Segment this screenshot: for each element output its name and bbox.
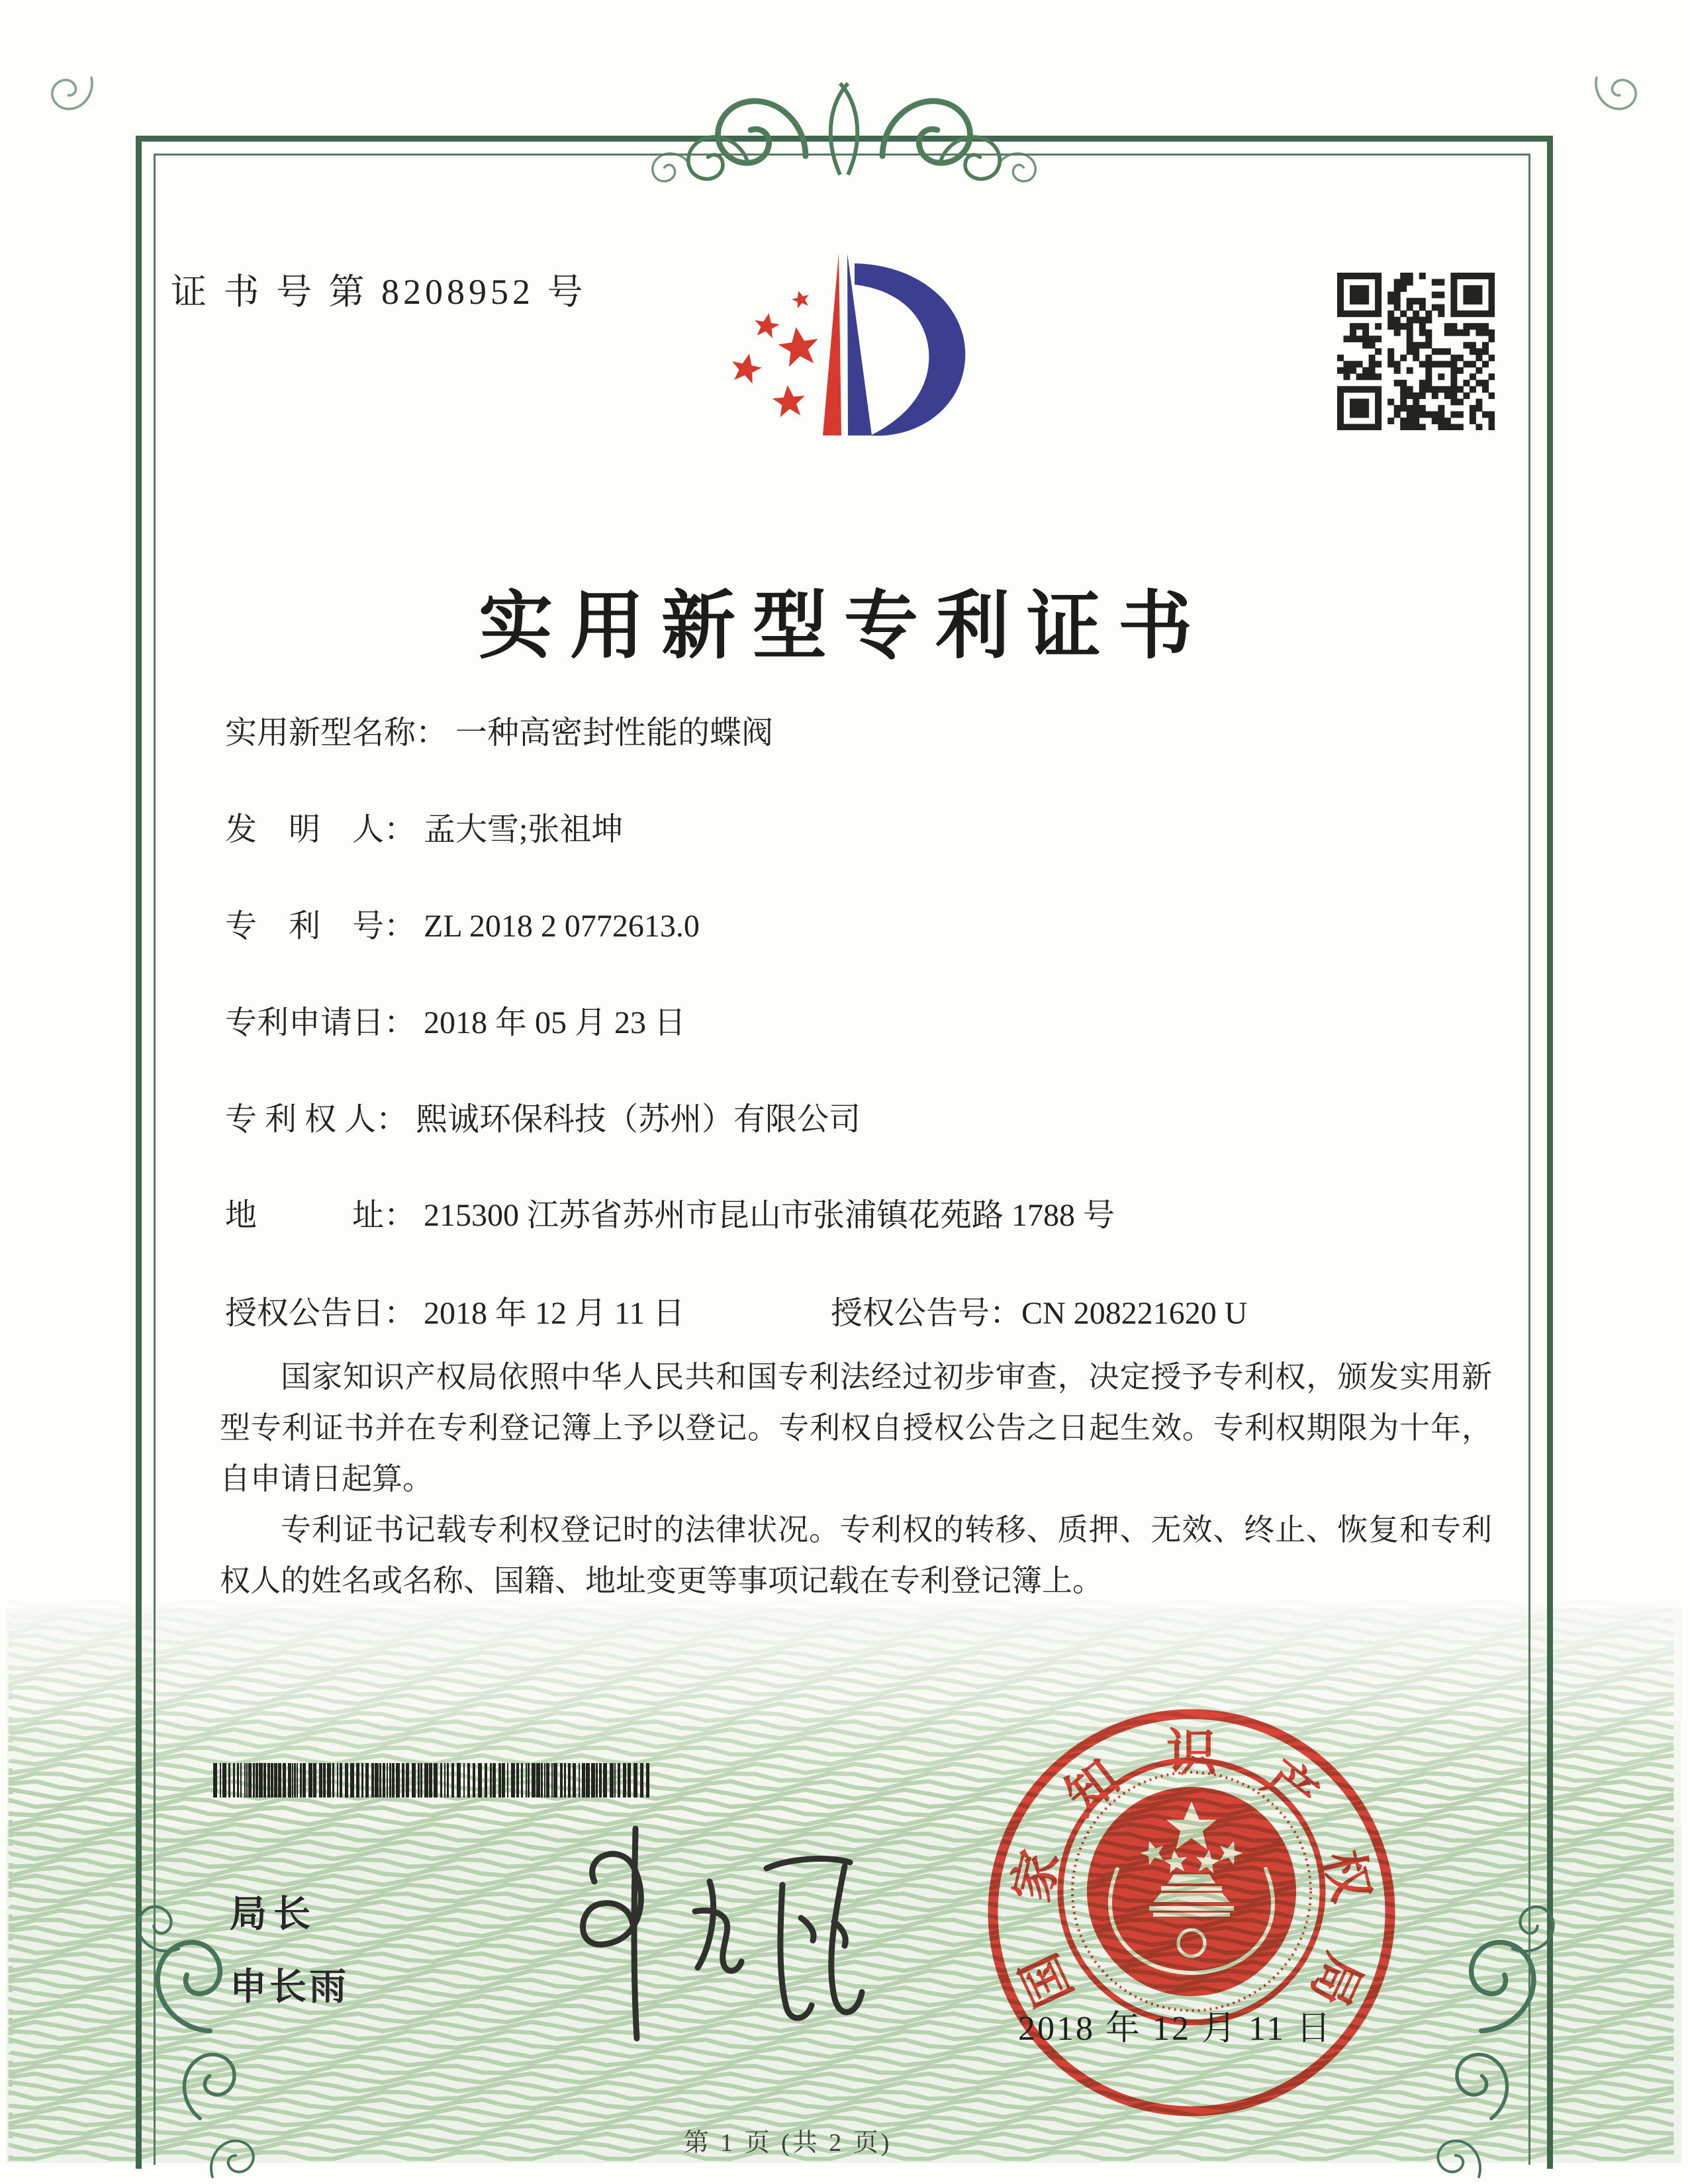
field-label: 实用新型名称： (225, 715, 448, 751)
seal-char: 局 (1299, 1945, 1372, 2015)
field-value: 孟大雪;张祖坤 (424, 812, 624, 847)
grant-number-label: 授权公告号： (831, 1296, 1022, 1331)
field-value: 熙诚环保科技（苏州）有限公司 (416, 1102, 861, 1137)
legal-text (220, 1351, 1492, 1606)
director-signature (556, 1819, 867, 2050)
national-emblem (1060, 1760, 1323, 2023)
legal-paragraph-1: 国家知识产权局依照中华人民共和国专利法经过初步审查，决定授予专利权，颁发实用新型专利证书并在专利登记簿上予以登记。专利权自授权公告之日起生效。专利权期限为十年，自申请日起算。 (220, 1360, 1492, 1496)
grant-number (831, 1287, 1247, 1333)
grant-date-value: 2018 年 12 月 11 日 (424, 1296, 685, 1331)
field-value: 2018 年 05 月 23 日 (424, 1005, 686, 1040)
top-center-dragon-ornament (647, 83, 1041, 185)
field-value: 215300 江苏省苏州市昆山市张浦镇花苑路 1788 号 (424, 1198, 1115, 1233)
seal-char: 家 (1004, 1845, 1070, 1907)
logo-red-wedge (823, 253, 841, 435)
field-address (225, 1189, 1523, 1235)
seal-char: 产 (1253, 1750, 1327, 1825)
field-label: 专 利 号： (225, 909, 416, 944)
field-inventor (225, 803, 1523, 849)
seal-char: 国 (1011, 1945, 1084, 2015)
field-label: 专 利 权 人： (225, 1102, 408, 1137)
field-filing-date (225, 997, 1523, 1042)
certificate-title: 实用新型专利证书 (479, 586, 1209, 668)
seal-char: 识 (1166, 1725, 1217, 1782)
grant-date-label: 授权公告日： (225, 1296, 416, 1331)
legal-paragraph-2: 专利证书记载专利权登记时的法律状况。专利权的转移、质押、无效、终止、恢复和专利权人的姓名或名称、国籍、地址变更等事项记载在专利登记簿上。 (220, 1513, 1492, 1598)
field-label: 地 址： (225, 1198, 416, 1233)
grant-number-value: CN 208221620 U (1021, 1296, 1248, 1331)
field-label: 发 明 人： (225, 812, 416, 847)
director-name-label: 申长雨 (230, 1966, 349, 2007)
field-grant-row (225, 1287, 1523, 1333)
page-number: 第 1 页 (共 2 页) (683, 2129, 892, 2157)
field-label: 专利申请日： (225, 1005, 416, 1040)
field-utility-model-name (225, 707, 1523, 752)
top-corner-flourishes (48, 71, 1640, 114)
field-value: ZL 2018 2 0772613.0 (424, 909, 700, 944)
seal-date: 2018 年 12 月 11 日 (1018, 2010, 1333, 2048)
logo-blue-bowl (855, 263, 965, 435)
seal-char: 知 (1056, 1750, 1130, 1825)
qr-code (1337, 273, 1495, 430)
cnipa-logo (725, 237, 976, 449)
field-patent-number (225, 900, 1523, 946)
barcode (213, 1763, 653, 1797)
logo-stars (729, 289, 821, 418)
certificate-number: 证 书 号 第 8208952 号 (171, 272, 587, 312)
field-patentee (225, 1093, 1523, 1139)
official-seal (973, 1694, 1410, 2131)
seal-char: 权 (1313, 1845, 1380, 1907)
director-title-label: 局长 (230, 1893, 317, 1934)
field-value: 一种高密封性能的蝶阀 (455, 715, 774, 751)
